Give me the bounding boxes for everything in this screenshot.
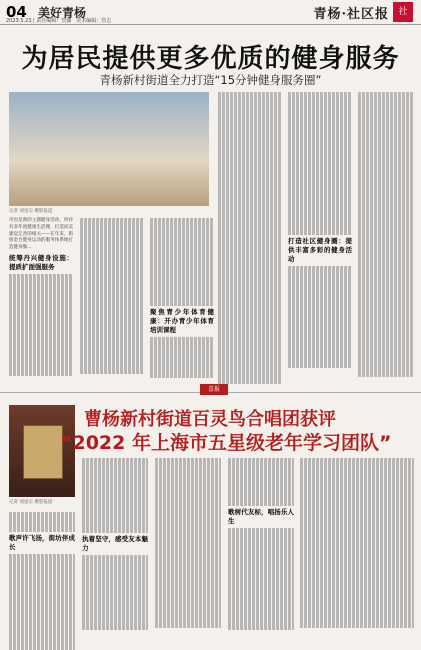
article2-subtitle1: 歌声许飞扬，街坊伴成长 bbox=[9, 534, 75, 552]
news-tag: 喜报 bbox=[200, 384, 228, 395]
article2-col1 bbox=[9, 512, 75, 650]
article1-subtitle3: 打造社区健身圈：提供丰富多彩的健身活动 bbox=[288, 236, 352, 263]
photo-caption: 记者 刘星宗 摄影报道 bbox=[9, 209, 53, 214]
date-line: 2023.5.23 | 责任编辑：管骤 美术编辑：管志 bbox=[6, 18, 112, 24]
subheadline: 青杨新村街道全力打造“15分钟健身服务圈” bbox=[99, 73, 322, 87]
headline: 为居民提供更多优质的健身服务 bbox=[21, 44, 400, 74]
article1-col6 bbox=[358, 92, 414, 377]
article1-lead: 市也是新的主题健身活动，所持有多年流健康生活理，打造而美建起完善的相关——在年来，街接金目健身运动的服务体系地打造健身圈... bbox=[9, 218, 73, 251]
section-title: 美好青杨 bbox=[38, 6, 87, 20]
article2-col4 bbox=[228, 458, 294, 630]
article1-col2 bbox=[80, 218, 144, 374]
article2-col3 bbox=[155, 458, 221, 628]
article1-subtitle1: 统筹丹兴健身设施：提质扩面强服务 bbox=[9, 253, 73, 271]
article2-col5 bbox=[300, 458, 414, 628]
headline2-line2: “2022 年上海市五星级老年学习团队” bbox=[60, 432, 392, 454]
article1-col1 bbox=[9, 218, 73, 376]
article1-col4 bbox=[218, 92, 282, 384]
article1-col5 bbox=[288, 92, 352, 368]
article2-subtitle2: 执着坚守，感受友本魅力 bbox=[82, 534, 148, 552]
gym-photo bbox=[9, 92, 209, 206]
article1-subtitle2: 聚焦青少年体育健康：开办青少年体育培训课程 bbox=[150, 308, 214, 335]
page-header bbox=[0, 0, 421, 25]
photo2-caption: 记者 刘星宗 摄影报道 bbox=[9, 500, 53, 505]
article2-col2 bbox=[82, 458, 148, 630]
headline2-line1: 曹杨新村街道百灵鸟合唱团获评 bbox=[84, 409, 336, 430]
masthead-logo: 社 bbox=[393, 2, 413, 22]
masthead: 青杨·社区报 bbox=[313, 7, 389, 22]
article2-subtitle3: 歌树代友标，唱扬乐人生 bbox=[228, 507, 294, 525]
article1-col3 bbox=[150, 218, 214, 378]
page-number: 04 bbox=[6, 3, 27, 21]
award-plaque bbox=[23, 425, 63, 479]
